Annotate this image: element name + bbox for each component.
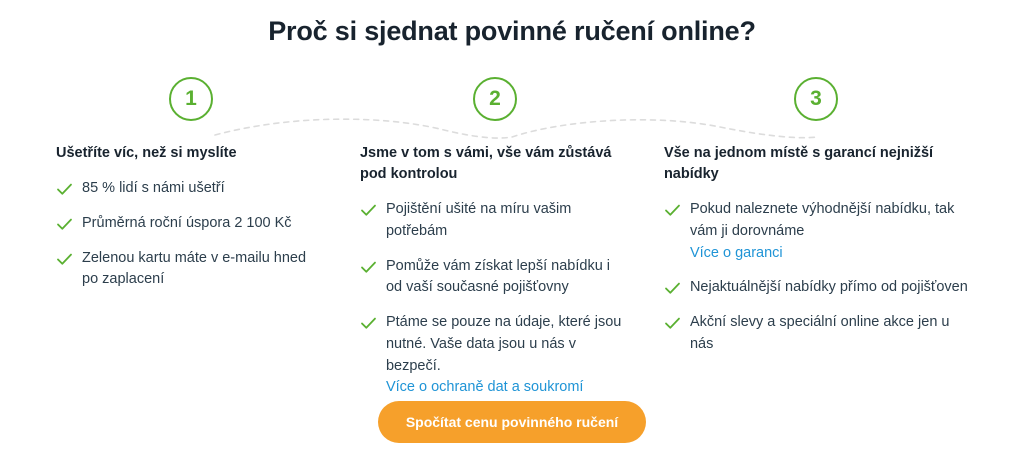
benefit-list-3 <box>664 199 968 356</box>
benefit-column-3 <box>664 77 968 412</box>
list-item <box>664 312 968 356</box>
list-item-body: Pokud naleznete výhodnější nabídku, tak vám ji dorovnáme <box>689 201 955 239</box>
benefit-column-2 <box>360 77 664 412</box>
list-item <box>56 213 326 235</box>
check-icon <box>360 202 377 219</box>
list-item-text: 85 % lidí s námi ušetří <box>82 180 225 197</box>
page-title: Proč si sjednat povinné ručení online? <box>268 16 756 46</box>
step-badge-wrap-1 <box>56 77 326 121</box>
list-item <box>360 256 630 300</box>
list-item-text: Pomůže vám získat lepší nabídku i od vaší současné pojišťovny <box>385 257 611 296</box>
list-item-text <box>386 312 630 399</box>
list-item <box>360 312 630 399</box>
data-privacy-link[interactable]: Více o ochraně dat a soukromí <box>385 379 584 396</box>
list-item <box>360 199 630 243</box>
list-item <box>664 277 968 299</box>
step-badge-3: 3 <box>794 77 838 121</box>
step-badge-wrap-3 <box>664 77 968 121</box>
check-icon <box>360 315 377 332</box>
benefit-list-2 <box>360 199 630 399</box>
check-icon <box>56 251 73 268</box>
list-item-text <box>690 199 968 264</box>
benefit-title-1: Ušetříte víc, než si myslíte <box>56 145 237 161</box>
benefit-title-3: Vše na jednom místě s garancí nejnižší nabídky <box>663 145 934 183</box>
guarantee-link[interactable]: Více o garanci <box>689 244 783 261</box>
list-item-text: Pojištění ušité na míru vašim potřebám <box>385 201 572 239</box>
list-item-body: Ptáme se pouze na údaje, které jsou nutné. Vaše data jsou u nás v bezpečí. <box>385 314 622 374</box>
list-item <box>664 199 968 264</box>
list-item <box>56 248 326 292</box>
benefit-column-1 <box>56 77 360 412</box>
check-icon <box>664 315 681 332</box>
list-item-text: Akční slevy a speciální online akce jen u nás <box>689 314 950 352</box>
calculate-price-button[interactable]: Spočítat cenu povinného ručení <box>378 401 646 443</box>
step-badge-wrap-2 <box>360 77 630 121</box>
check-icon <box>664 280 681 297</box>
list-item <box>56 178 326 200</box>
list-item-text: Nejaktuálnější nabídky přímo od pojišťoven <box>689 279 968 296</box>
cta-area <box>0 401 1024 443</box>
step-badge-2: 2 <box>473 77 517 121</box>
step-badge-1: 1 <box>169 77 213 121</box>
benefits-columns <box>0 77 1024 412</box>
check-icon <box>360 259 377 276</box>
check-icon <box>56 216 73 233</box>
check-icon <box>56 181 73 198</box>
benefit-title-2: Jsme v tom s vámi, vše vám zůstává pod kontrolou <box>359 145 612 183</box>
list-item-text: Průměrná roční úspora 2 100 Kč <box>82 214 292 231</box>
benefit-list-1 <box>56 178 326 291</box>
check-icon <box>664 202 681 219</box>
list-item-text: Zelenou kartu máte v e-mailu hned po zaplacení <box>82 249 307 288</box>
